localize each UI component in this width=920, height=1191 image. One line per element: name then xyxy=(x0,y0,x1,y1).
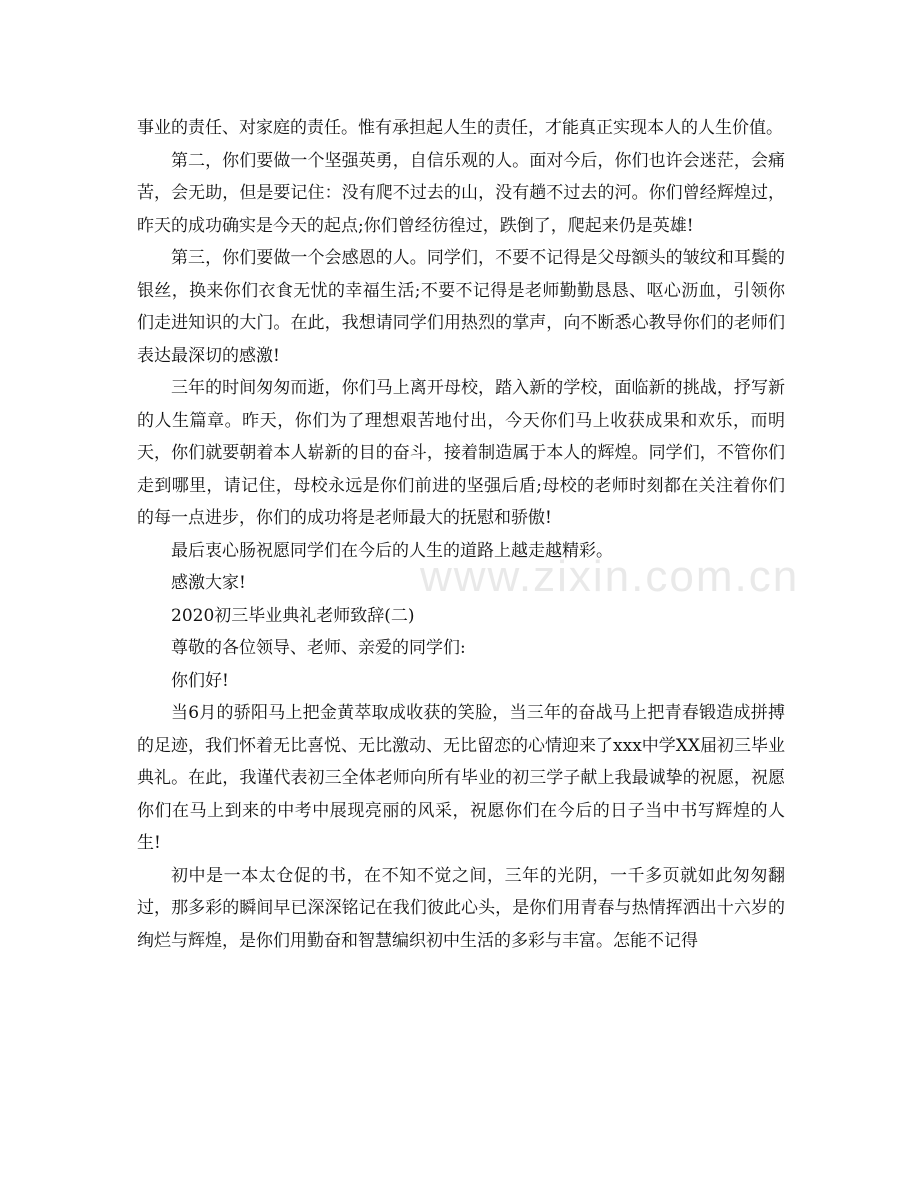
section-title: 2020初三毕业典礼老师致辞(二) xyxy=(171,605,415,626)
paragraph-11: 初中是一本太仓促的书，在不知不觉之间，三年的光阴，一千多页就如此匆匆翻过，那多彩的瞬间早已深深铭记在我们彼此心头，是你们用青春与热情挥洒出十六岁的绚烂与辉煌，是你们用勤奋和智慧编织初中生活的多彩与丰富。怎能不记得 xyxy=(137,865,785,951)
paragraph-1: 事业的责任、对家庭的责任。惟有承担起人生的责任，才能真正实现本人的人生价值。 xyxy=(137,118,783,138)
greeting: 你们好! xyxy=(171,670,229,691)
watermark: www.zixin.com.cn xyxy=(420,552,800,601)
paragraph-5: 最后衷心肠祝愿同学们在今后的人生的道路上越走越精彩。 xyxy=(171,540,613,561)
salutation: 尊敬的各位领导、老师、亲爱的同学们: xyxy=(171,638,466,658)
paragraph-4: 三年的时间匆匆而逝，你们马上离开母校，踏入新的学校，面临新的挑战，抒写新的人生篇章。昨天，你们为了理想艰苦地付出，今天你们马上收获成果和欢乐，而明天，你们就要朝着本人崭新的目的奋斗，接着制造属于本人的辉煌。同学们，不管你们走到哪里，请记住，母校永远是你们前进的坚强后盾;母校的老师时刻都在关注着你们的每一点进步，你们的成功将是老师最大的抚慰和骄傲! xyxy=(137,378,785,528)
paragraph-2: 第二，你们要做一个坚强英勇，自信乐观的人。面对今后，你们也许会迷茫，会痛苦，会无助，但是要记住：没有爬不过去的山，没有趟不过去的河。你们曾经辉煌过，昨天的成功确实是今天的起点;你们曾经彷徨过，跌倒了，爬起来仍是英雄! xyxy=(137,150,785,236)
document-body xyxy=(137,112,785,957)
paragraph-3: 第三，你们要做一个会感恩的人。同学们，不要不记得是父母额头的皱纹和耳鬓的银丝，换来你们衣食无忧的幸福生活;不要不记得是老师勤勤恳恳、呕心沥血，引领你们走进知识的大门。在此，我想请同学们用热烈的掌声，向不断悉心教导你们的老师们表达最深切的感激! xyxy=(137,248,785,366)
paragraph-6: 感激大家! xyxy=(171,573,246,593)
paragraph-10: 当6月的骄阳马上把金黄萃取成收获的笑脸，当三年的奋战马上把青春锻造成拼搏的足迹，我们怀着无比喜悦、无比激动、无比留恋的心情迎来了xxx中学XX届初三毕业典礼。在此，我谨代表初三全体老师向所有毕业的初三学子献上我最诚挚的祝愿，祝愿你们在马上到来的中考中展现亮丽的风采，祝愿你们在今后的日子当中书写辉煌的人生! xyxy=(137,703,785,853)
